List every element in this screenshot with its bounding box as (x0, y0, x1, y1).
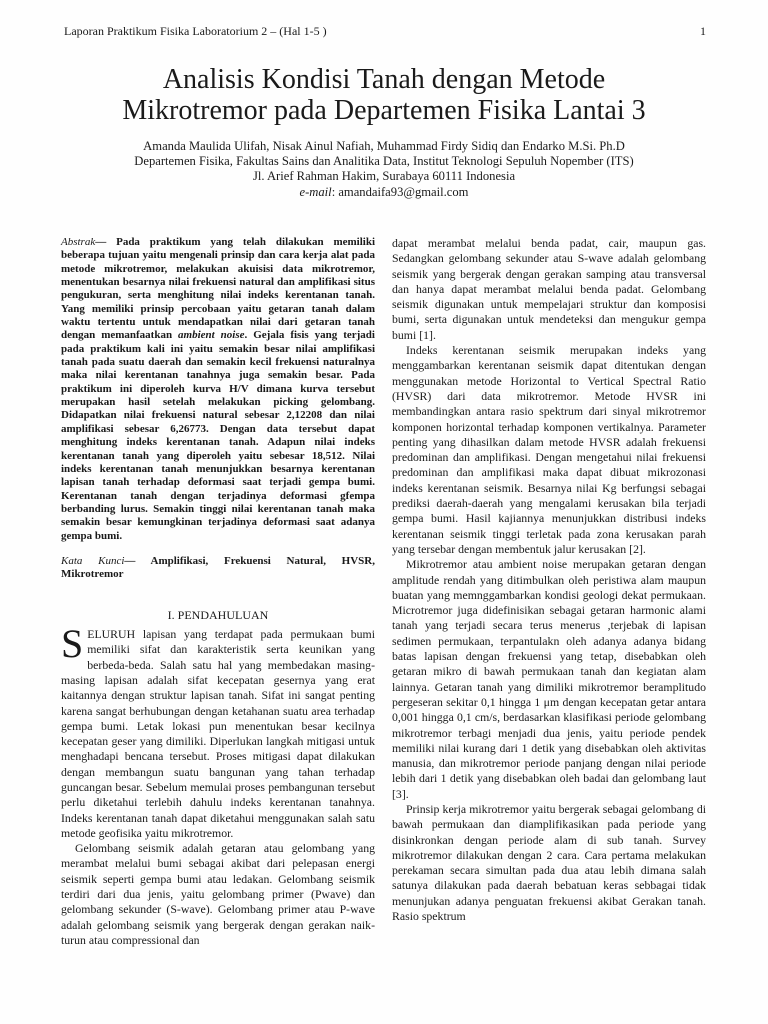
running-head-title: Laporan Praktikum Fisika Laboratorium 2 – (Hal 1-5 ) (64, 24, 327, 38)
keywords-dash: — (124, 554, 151, 567)
email-line (40, 185, 728, 200)
keywords (61, 555, 375, 582)
abstract-italic: ambient noise (178, 329, 245, 342)
drop-cap: S (61, 621, 84, 667)
intro-paragraph-2: Gelombang seismik adalah getaran atau gelombang yang merambat melalui bumi sebagai akibat dari pelepasan energi seismik seperti gempa bumi atau ledakan. Gelombang seismik terdiri dari dua jenis, yaitu gelombang primer (Pwave) dan gelombang sekunder (S-wave). Gelombang primer atau P-wave adalah gelombang seismik yang bergerak dengan gerakan naik-turun atau compressional dan (61, 841, 375, 947)
authors: Amanda Maulida Ulifah, Nisak Ainul Nafiah, Muhammad Firdy Sidiq dan Endarko M.Si. Ph.D (143, 139, 625, 153)
page-number: 1 (700, 24, 706, 38)
left-column (61, 236, 375, 948)
address: Jl. Arief Rahman Hakim, Surabaya 60111 Indonesia (252, 169, 516, 184)
paper-title (40, 64, 728, 126)
abstract (61, 236, 375, 543)
email-label: e-mail (299, 184, 332, 199)
email-address: : amandaifa93@gmail.com (331, 184, 469, 199)
running-head (64, 24, 706, 39)
section-heading: I. PENDAHULUAN (167, 607, 269, 622)
keywords-text: Amplifikasi, Frekuensi Natural, HVSR, Mikrotremor (61, 554, 375, 581)
right-paragraph-4: Prinsip kerja mikrotremor yaitu bergerak sebagai gelombang di bawah permukaan dan diamplifikasikan pada periode yang disinkronkan dengan periode alam di sub tanah. Survey mikrotremor dilakukan dengan 2 cara. Cara pertama melakukan perekaman secara simultan pada dua atau lebih dimana salah satunya dilakukan pada daerah bebatuan keras sebbagai tidak menunjukan adanya penguatan frekuensi akibat Gerakan tanah. Rasio spektrum (392, 801, 706, 924)
abstract-text-b: . Gejala fisis yang terjadi pada praktikum kali ini yaitu semakin besar nilai amplifikasi tanah pada suatu daerah dan semakin kecil frekuensi naturalnya maka nilai kerentanan tanahnya juga semakin besar. Pada praktikum ini diperoleh kurva H/V dimana kurva tersebut merupakan hasil setelah melakukan picking gelombang. Didapatkan nilai frekuensi natural sebesar 2,12208 dan nilai amplifikasi sebesar 6,26773. Dengan data tersebut dapat menghitung indeks kerentanan tanah. Adapun nilai indeks kerentanan tanah yang diperoleh yaitu sebesar 18,512. Nilai indeks kerentanan tanah menunjukkan besarnya kerentanan lapisan tanah terhadap deformasi saat terjadi gempa bumi. Kerentanan tanah dengan terjadinya deformasi gfempa berbanding lurus. Semakin tinggi nilai kerentanan tanah maka semakin besar kemungkinan terjadinya deformasi saat adanya gempa bumi. (61, 329, 375, 542)
right-paragraph-3: Mikrotremor atau ambient noise merupakan getaran dengan amplitude rendah yang ditimbulkan oleh peristiwa alam maupun buatan yang memnggambarkan kondisi geologi dekat permukaan. Microtremor juga didefinisikan sebagai getaran harmonic alami tanah yang terjadi secara terus menerus ,terjebak di lapisan sedimen permukaan, terpantulakn oleh adanya adanya bidang batas lapisan dengan frekuensi yang tetap, disebabkan oleh getaran mikro di bawah permukaan tanah dan kegiatan alam lainnya. Getaran tanah yang dimiliki mikrotremor beramplitudo pergeseran sekitar 0,1 hingga 1 μm dengan kecepatan getar antara 0,001 hingga 0,1 cm/s, berdasarkan klasifikasi periode gelombang mikrotremor terbagi menjadi dua jenis, yaitu periode pendek memiliki nilai kurang dari 1 detik yang disebabkan oleh aktivitas manusia, dan mikrotremor periode panjang dengan nilai periode lebih dari 1 detik yang disebabkan oleh badai dan gelombang laut [3]. (392, 557, 706, 801)
intro-p1-text: lapisan yang terdapat pada permukaan bumi memiliki sifat dan karakteristik serta keunikan yang berbeda-beda. Salah satu hal yang membedakan masing-masing lapisan adalah sifat kecepatan gesernya yang erat kaitannya dengan struktur lapisan tanah. Sifat ini sangat penting karena sangat berhubungan dengan ketahanan suatu area terhadap gempa bumi. Letak lokasi pun menentukan besar kecilnya kecepatan geser yang dimiliki. Diperlukan langkah mitigasi untuk menghadapi bencana tersebut. Proses mitigasi dapat dilakukan dengan membangun suatu bangunan yang tahan terhadap guncangan besar. Sebelum memulai proses pembangunan tersebut perlu diketahui terlebih dahulu indeks kerentanan tanahnya. Indeks kerentanan tanah dapat diketahui menggunakan salah satu metode geofisika yaitu mikrotremor. (61, 627, 375, 840)
title-line-1: Analisis Kondisi Tanah dengan Metode (162, 64, 606, 95)
abstract-dash: — (95, 236, 117, 248)
right-paragraph-2: Indeks kerentanan seismik merupakan indeks yang menggambarkan kerentanan seismik dapat ditentukan dengan menggunakan metode Horizontal to Vertical Spectral Ratio (HVSR) dari data mikrotremor. Metode HVSR ini membandingkan antara rasio spektrum dari sinyal mikrotremor komponen horizontal terhadap komponen vertikalnya. Parameter penting yang dihasilkan dalam metode HVSR adalah frekuensi predominan dan amplifikasi. Dengan mengetahui nilai frekuensi predominan dan amplifikasi maka dapat dibuat mikrozonasi indeks kerentanan seismik. Besarnya nilai Kg berfungsi sebagai prediksi daerah-daerah yang mengalami kerusakan bila terjadi gempa bumi. Hasil kajiannya menunjukkan distribusi indeks kerentanan seismik tinggi terletak pada zona kerusakan parah yang tersebar dengan membentuk jalur kerusakan [2]. (392, 343, 706, 556)
author-block (40, 139, 728, 200)
intro-first-word: ELURUH (87, 627, 136, 642)
title-line-2: Mikrotremor pada Departemen Fisika Lantai 3 (122, 95, 646, 126)
abstract-text-a: Pada praktikum yang telah dilakukan memiliki beberapa tujuan yaitu mengenali prinsip dan cara kerja alat pada metode mikrotremor, melakukan akuisisi data mikrotremor, menentukan besarnya nilai frekuensi natural dan amplifikasi situs pengukuran, serta menghitung nilai indeks kerentanan tanah. Yang memiliki prinsip percobaan yaitu getaran tanah dalam waktu tertentu untuk mendapatkan nilai dari getaran tanah dengan memanfaatkan (61, 236, 375, 342)
right-paragraph-1: dapat merambat melalui benda padat, cair, maupun gas. Sedangkan gelombang sekunder atau S-wave adalah gelombang seismik yang bergerak dengan gerakan samping atau transversal dan hanya dapat merambat melalui benda padat. Gelombang seismik digunakan untuk mempelajari struktur dan komposisi bumi, serta digunakan untuk mendeteksi dan mengukur gempa bumi [1]. (392, 236, 706, 342)
abstract-label: Abstrak (61, 236, 96, 248)
intro-paragraph-1 (61, 621, 375, 841)
affiliation: Departemen Fisika, Fakultas Sains dan Analitika Data, Institut Teknologi Sepuluh Nopember (ITS) (134, 154, 634, 169)
right-column (392, 236, 706, 924)
keywords-label: Kata Kunci (61, 554, 125, 567)
